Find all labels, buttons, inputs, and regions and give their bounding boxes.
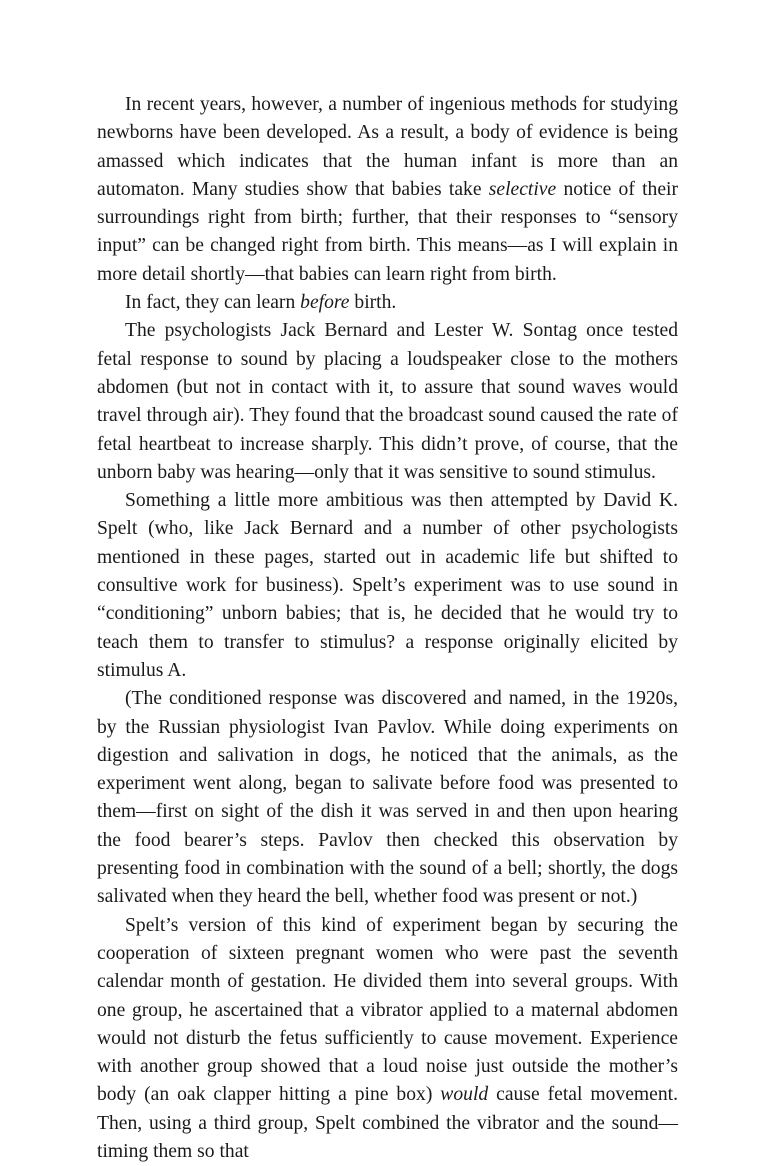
- text-run: birth.: [349, 292, 397, 314]
- italic-emphasis: selective: [488, 178, 557, 200]
- body-paragraph: [97, 289, 678, 317]
- body-text: [97, 91, 678, 1166]
- body-paragraph: [97, 685, 678, 911]
- text-run: notice of their surroundings right from birth; further, that their responses to “sensory input” can be changed right from birth. This means—as I will explain in more detail shortly—that babies can learn right from birth.: [97, 178, 678, 285]
- text-run: In recent years, however, a number of ingenious methods for studying newborns have been developed. As a result, a body of evidence is being amassed which indicates that the human infant is more than an automaton. Many studies show that babies take: [97, 94, 678, 200]
- text-run: Spelt’s version of this kind of experiment began by securing the cooperation of sixteen pregnant women who were past the seventh calendar month of gestation. He divided them into several groups. With one group, he ascertained that a vibrator applied to a maternal abdomen would not disturb the fetus sufficiently to cause movement. Experience with another group showed that a loud noise just outside the mother’s body (an oak clapper hitting a pine box): [97, 914, 678, 1106]
- body-paragraph: [97, 317, 678, 487]
- body-paragraph: [97, 487, 678, 685]
- body-paragraph: [97, 91, 678, 289]
- text-run: The psychologists Jack Bernard and Lester W. Sontag once tested fetal response to sound by placing a loudspeaker close to the mothers abdomen (but not in contact with it, to assure that sound waves would travel through air). They found that the broadcast sound caused the rate of fetal heartbeat to increase sharply. This didn’t prove, of course, that the unborn baby was hearing—only that it was sensitive to sound stimulus.: [97, 320, 678, 483]
- body-paragraph: [97, 912, 678, 1166]
- text-run: In fact, they can learn: [125, 292, 301, 314]
- text-run: (The conditioned response was discovered and named, in the 1920s, by the Russian physiologist Ivan Pavlov. While doing experiments on digestion and salivation in dogs, he noticed that the animals, as the experiment went along, began to salivate before food was presented to them—first on sight of the dish it was served in and then upon hearing the food bearer’s steps. Pavlov then checked this observation by presenting food in combination with the sound of a bell; shortly, the dogs salivated when they heard the bell, whether food was present or not.): [97, 688, 678, 908]
- italic-emphasis: before: [300, 292, 350, 314]
- text-run: cause fetal movement. Then, using a third group, Spelt combined the vibrator and the sound—timing them so that: [97, 1084, 678, 1162]
- text-run: Something a little more ambitious was then attempted by David K. Spelt (who, like Jack Bernard and a number of other psychologists mentioned in these pages, started out in academic life but shifted to consultive work for business). Spelt’s experiment was to use sound in “conditioning” unborn babies; that is, he decided that he would try to teach them to transfer to stimulus? a response originally elicited by stimulus A.: [97, 490, 678, 681]
- italic-emphasis: would: [440, 1084, 489, 1106]
